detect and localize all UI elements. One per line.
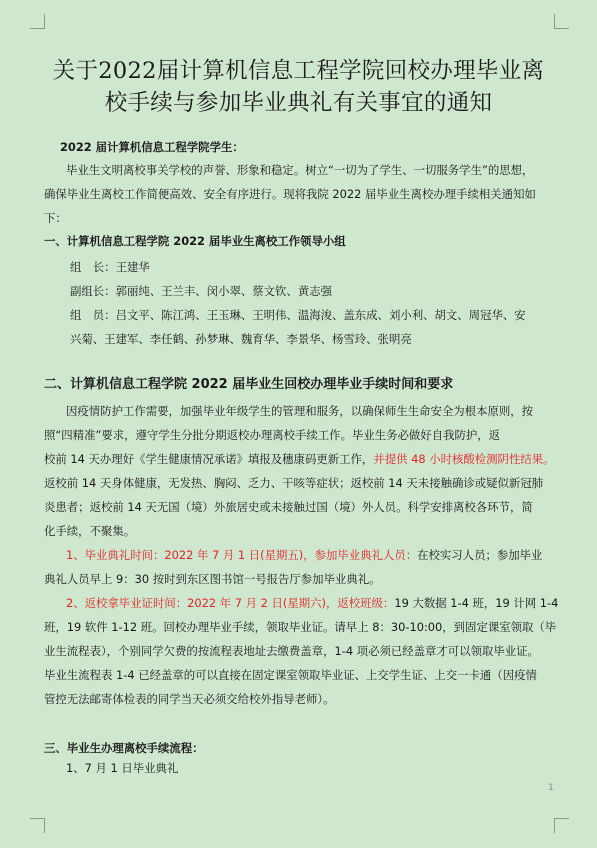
- section2-p1-line-5: 炎患者；返校前 14 天无国（境）外旅居史或未接触过国（境）外人员。科学安排离校各环节，简: [44, 500, 533, 514]
- section2-p1-line-4: 返校前 14 天身体健康，无发热、胸闷、乏力、干咳等症状；返校前 14 天未接触确诊或疑似新冠肺: [44, 476, 544, 490]
- diploma-line-2: 班，19 软件 1-12 班。回校办理毕业手续，领取毕业证。请早上 8：30-10:00，到固定课室领取（毕: [44, 620, 557, 634]
- document-title-line-1: 关于2022届计算机信息工程学院回校办理毕业离: [52, 58, 545, 84]
- team-vice-leaders: 副组长：郭丽纯、王兰丰、闵小翠、蔡文钦、黄志强: [70, 284, 332, 298]
- ceremony-line-1: [66, 547, 542, 563]
- ceremony-attendees: 在校实习人员；参加毕业: [417, 548, 543, 562]
- section1-heading: 一、计算机信息工程学院 2022 届毕业生离校工作领导小组: [44, 234, 346, 248]
- team-leader: 组 长：王建华: [70, 260, 150, 274]
- section3-heading: 三、毕业生办理离校手续流程：: [44, 741, 204, 755]
- section2-p1-line-6: 化手续，不聚集。: [44, 524, 136, 538]
- intro-line-1: 毕业生文明离校事关学校的声誉、形象和稳定。树立“一切为了学生、一切服务学生”的思想，: [66, 163, 534, 177]
- intro-line-2: 确保毕业生离校工作简便高效、安全有序进行。现将我院 2022 届毕业生离校办理手续相关通知如: [44, 187, 536, 201]
- diploma-line-1: [66, 595, 558, 611]
- diploma-line-4: 毕业生流程表 1-4 已经盖章的可以直接在固定课室领取毕业证、上交学生证、上交一卡通（因疫情: [44, 668, 537, 682]
- section2-p1-line-2: 照“四精准”要求，遵守学生分批分期返校办理离校手续工作。毕业生务必做好自我防护，返: [44, 428, 501, 442]
- ceremony-time: 1、毕业典礼时间：2022 年 7 月 1 日(星期五)，参加毕业典礼人员：: [66, 548, 418, 562]
- section2-p1-line-3: [44, 451, 555, 467]
- diploma-classes: 19 大数据 1-4 班，19 计网 1-4: [394, 596, 559, 610]
- section2-heading: 二、计算机信息工程学院 2022 届毕业生回校办理毕业手续时间和要求: [44, 377, 454, 392]
- crop-mark-bottom-right: [554, 818, 569, 833]
- document-title-line-2: 校手续与参加毕业典礼有关事宜的通知: [104, 90, 493, 116]
- process-item-1: 1、7 月 1 日毕业典礼: [66, 761, 179, 775]
- ceremony-line-2: 典礼人员早上 9：30 按时到东区图书馆一号报告厅参加毕业典礼。: [44, 572, 381, 586]
- crop-mark-bottom-left: [30, 818, 45, 833]
- crop-mark-top-right: [554, 14, 569, 29]
- diploma-line-3: 业生流程表），个别同学欠费的按流程表地址去缴费盖章，1-4 项必须已经盖章才可以领取毕业证。: [44, 644, 539, 658]
- health-pledge-text: 校前 14 天办理好《学生健康情况承诺》填报及穗康码更新工作，: [44, 452, 374, 466]
- section2-p1-line-1: 因疫情防护工作需要，加强毕业年级学生的管理和服务，以确保师生生命安全为根本原则，按: [66, 404, 534, 418]
- team-members-line-2: 兴菊、王建军、李任鹤、孙梦琳、魏育华、李景华、杨雪玲、张明亮: [70, 332, 412, 346]
- diploma-time: 2、返校拿毕业证时间：2022 年 7 月 2 日(星期六)，返校班级：: [66, 596, 395, 610]
- intro-line-3: 下：: [44, 211, 67, 225]
- crop-mark-top-left: [30, 14, 45, 29]
- diploma-line-5: 管控无法邮寄体检表的同学当天必须交给校外指导老师）。: [44, 692, 335, 706]
- page-number: 1: [548, 783, 554, 793]
- salutation: 2022 届计算机信息工程学院学生：: [60, 140, 244, 154]
- nucleic-test-requirement: 并提供 48 小时核酸检测阴性结果。: [373, 452, 555, 466]
- team-members-line-1: 组 员：吕文平、陈江鸿、王玉琳、王明伟、温海浚、盖东成、刘小利、胡文、周冠华、安: [70, 308, 526, 322]
